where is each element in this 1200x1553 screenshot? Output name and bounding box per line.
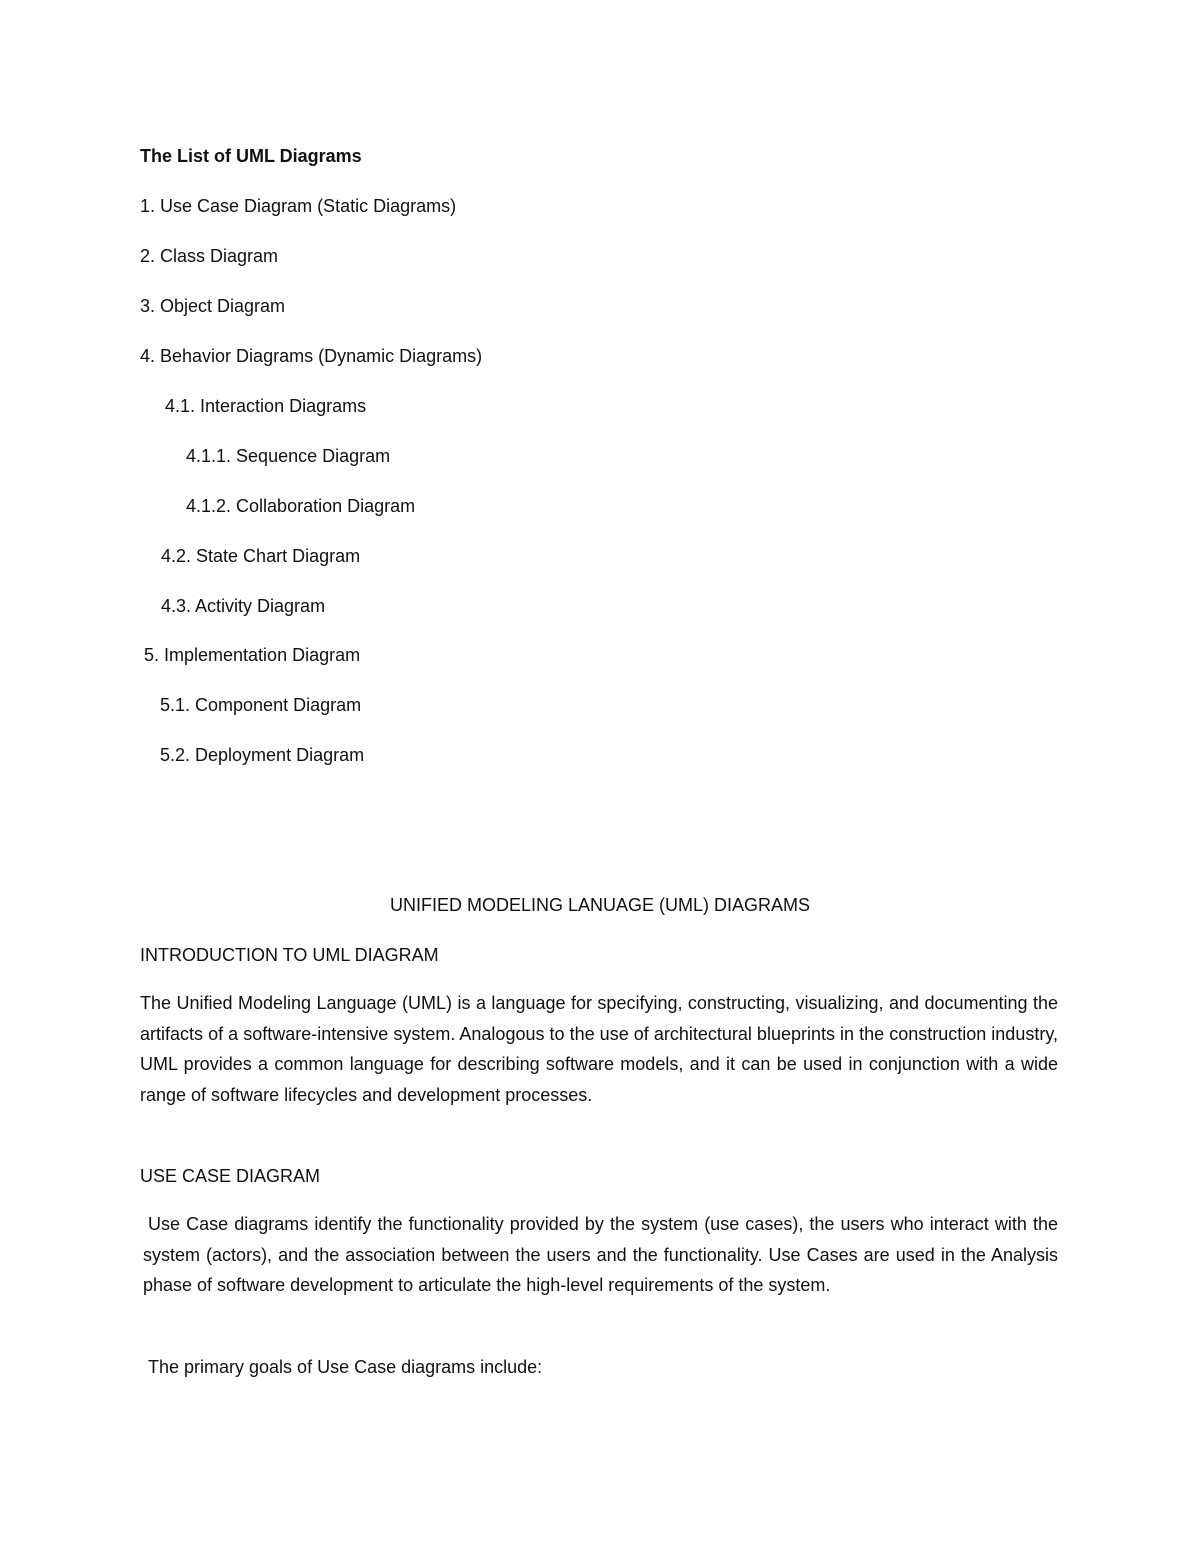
toc-item: 1. Use Case Diagram (Static Diagrams) bbox=[140, 196, 457, 216]
toc-item: 4.1.2. Collaboration Diagram bbox=[186, 496, 416, 516]
toc-item: 3. Object Diagram bbox=[140, 296, 286, 316]
intro-heading: INTRODUCTION TO UML DIAGRAM bbox=[140, 945, 439, 965]
toc-item: 5.1. Component Diagram bbox=[160, 695, 362, 715]
toc-item: 4. Behavior Diagrams (Dynamic Diagrams) bbox=[140, 346, 483, 366]
intro-paragraph: The Unified Modeling Language (UML) is a language for specifying, constructing, visualizing, and documenting the artifacts of a software-intensive system. Analogous to the use of architectural blueprints in the construction industry, UML provides a common language for describing software models, and it can be used in conjunction with a wide range of software lifecycles and development processes. bbox=[140, 993, 1058, 1105]
toc-title: The List of UML Diagrams bbox=[140, 146, 362, 166]
toc-item: 2. Class Diagram bbox=[140, 246, 279, 266]
use-case-paragraph: Use Case diagrams identify the functionality provided by the system (use cases), the users who interact with the system (actors), and the association between the users and the functionality. Use Cases are used in the Analysis phase of software development to articulate the high-level requirements of the system. bbox=[143, 1214, 1058, 1295]
toc-item: 5.2. Deployment Diagram bbox=[160, 745, 365, 765]
toc-item: 4.2. State Chart Diagram bbox=[161, 546, 361, 566]
use-case-goals-intro: The primary goals of Use Case diagrams include: bbox=[148, 1357, 543, 1377]
toc-item: 5. Implementation Diagram bbox=[144, 645, 361, 665]
toc-item: 4.1. Interaction Diagrams bbox=[165, 396, 367, 416]
toc-item: 4.1.1. Sequence Diagram bbox=[186, 446, 391, 466]
toc-item: 4.3. Activity Diagram bbox=[161, 596, 326, 616]
use-case-heading: USE CASE DIAGRAM bbox=[140, 1166, 321, 1186]
main-heading: UNIFIED MODELING LANUAGE (UML) DIAGRAMS bbox=[389, 895, 811, 915]
